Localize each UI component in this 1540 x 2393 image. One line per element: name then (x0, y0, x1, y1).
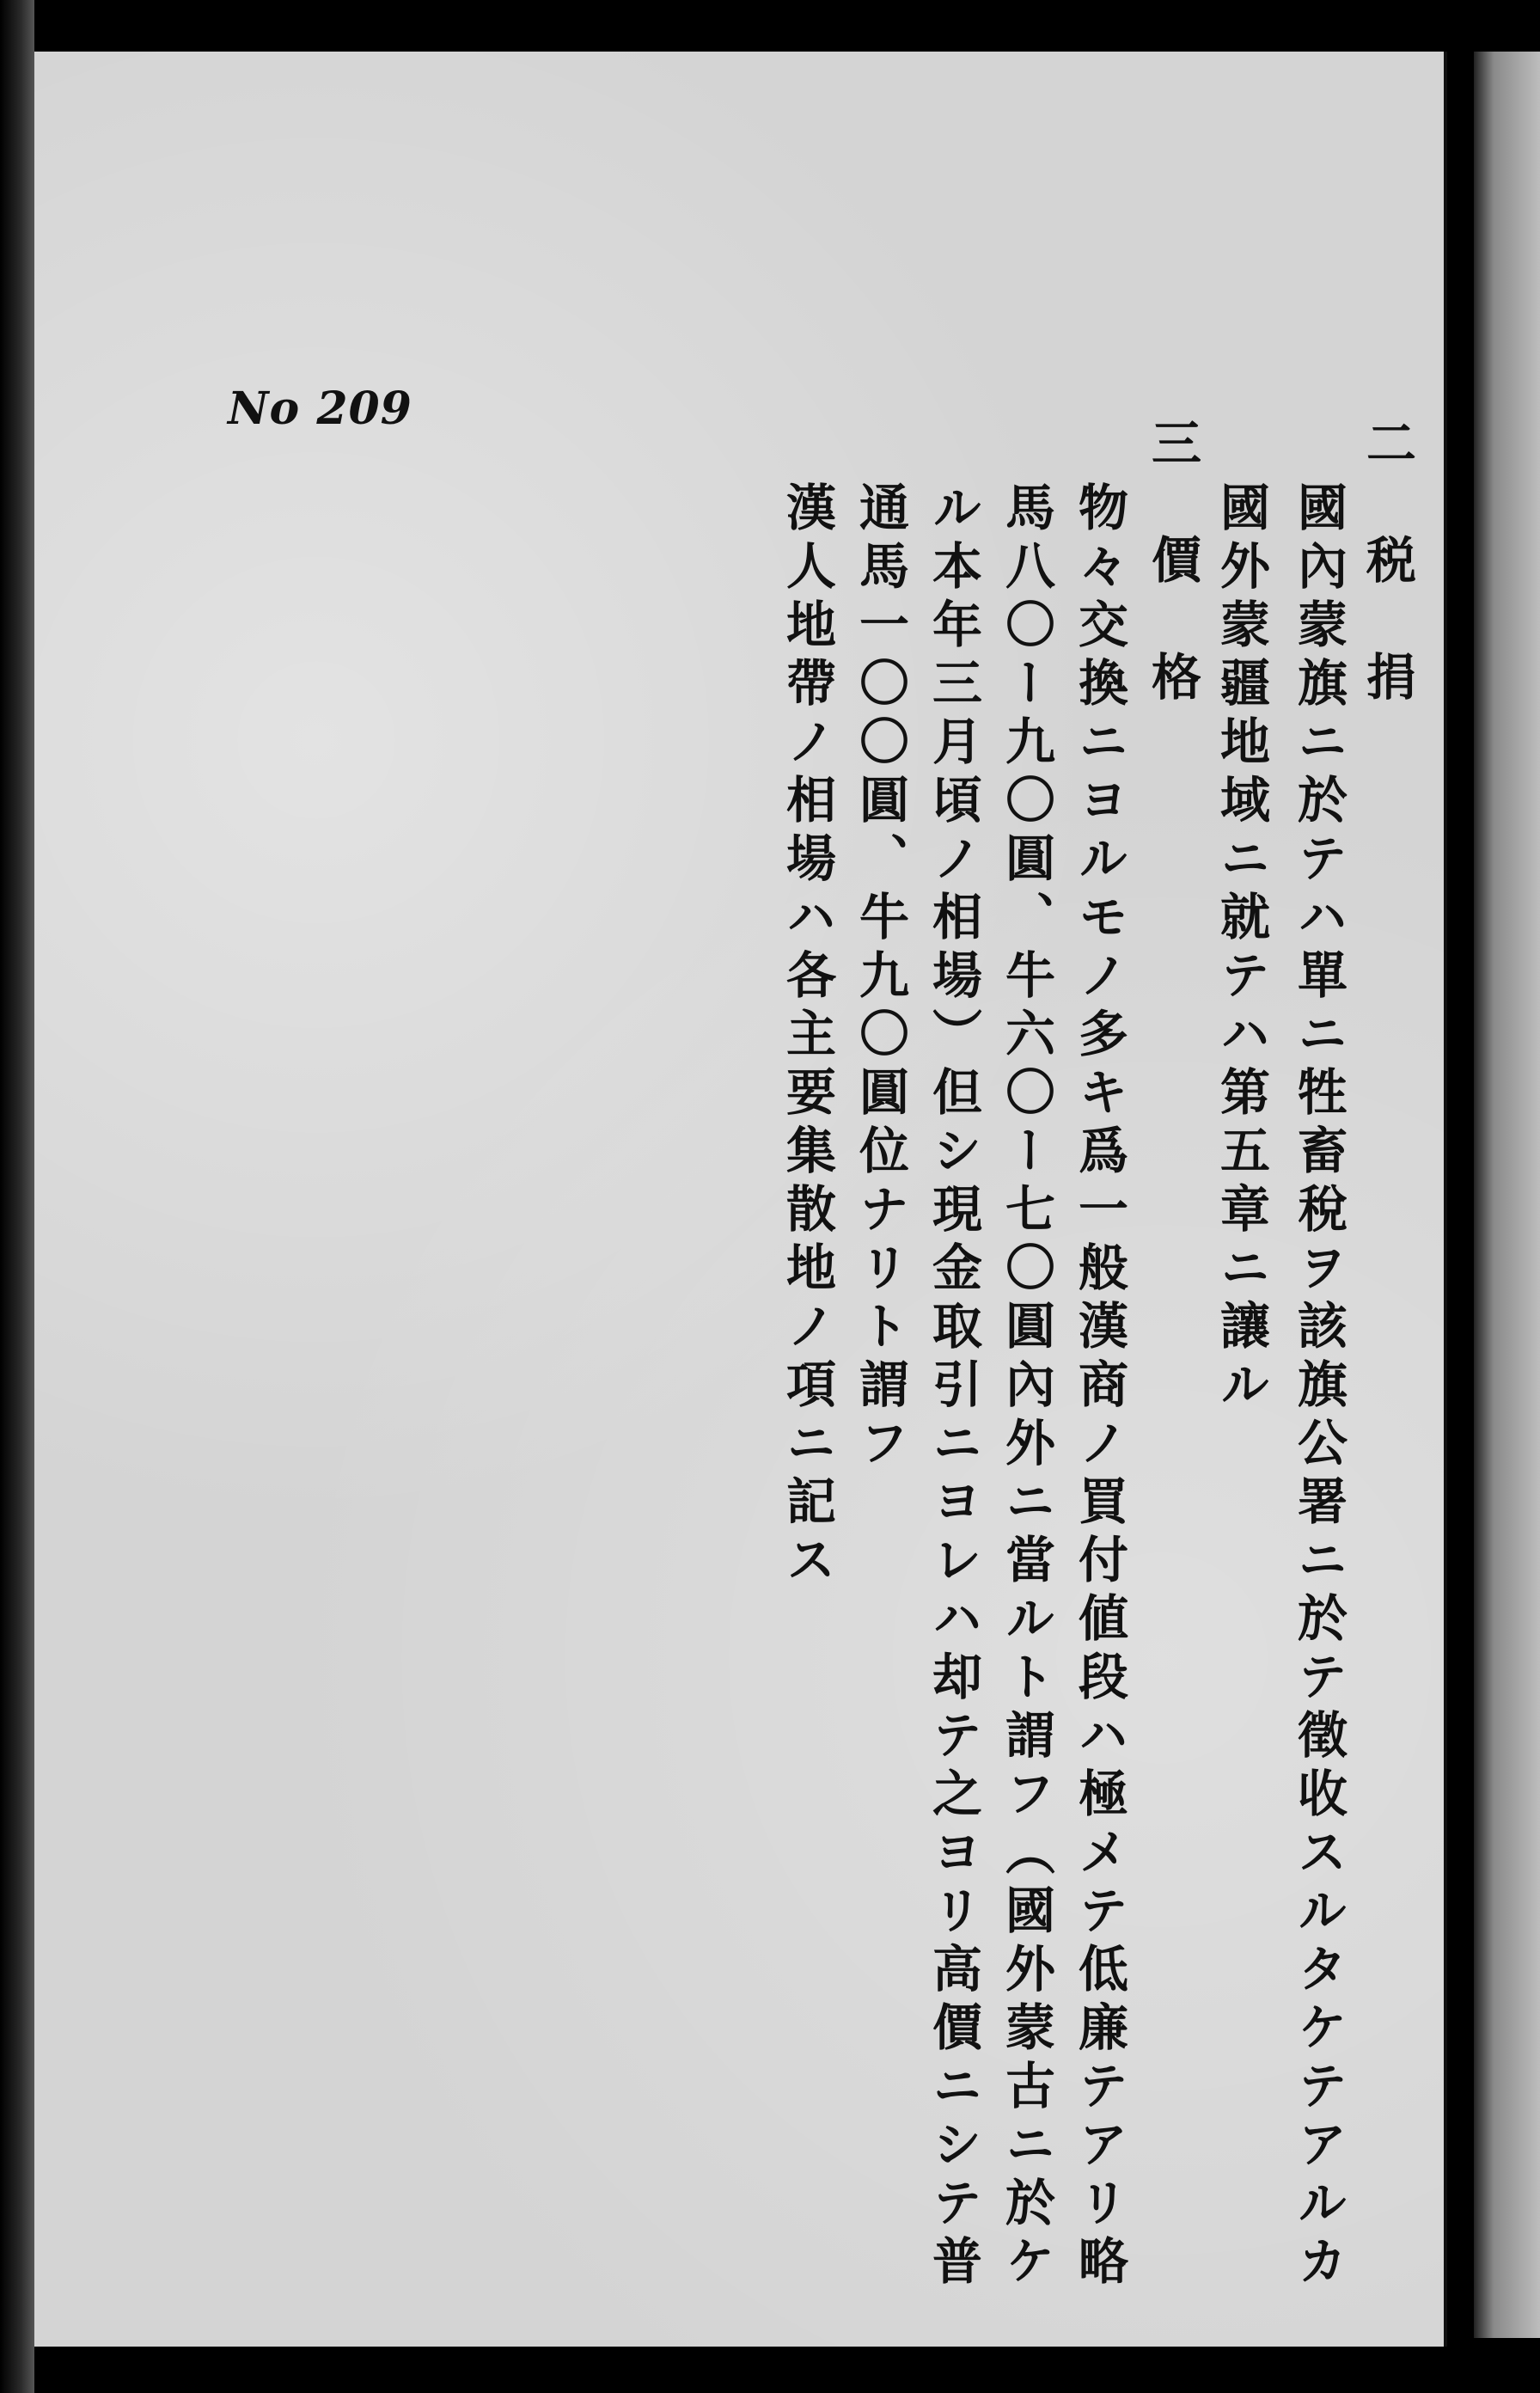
text-column-5: ル本年三月頃ノ相場）但シ現金取引ニヨレハ却テ之ヨリ高價ニシテ普 (924, 481, 982, 2293)
text-column-3: 物々交換ニヨルモノ多キ爲一般漢商ノ買付値段ハ極メテ低廉テアリ略 (1070, 481, 1128, 2293)
text-column-4: 馬八〇ー九〇圓、牛六〇ー七〇圓內外ニ當ルト謂フ（國外蒙古ニ於ケ (997, 481, 1055, 2293)
section-heading-price: 三 價 格 (1143, 417, 1201, 709)
document-page (34, 52, 1447, 2347)
text-column-7: 漢人地帶ノ相場ハ各主要集散地ノ項ニ記ス (778, 481, 836, 1592)
text-column-1: 國內蒙旗ニ於テハ單ニ牲畜稅ヲ該旗公署ニ於テ徵收スルタケテアルカ (1289, 481, 1348, 2293)
next-page-edge (1474, 52, 1540, 2338)
text-column-6: 通馬一〇〇圓、牛九〇圓位ナリト謂フ (851, 481, 909, 1475)
section-heading-tax: 二 税 捐 (1358, 417, 1416, 709)
book-binding (0, 0, 34, 2393)
text-column-2: 國外蒙疆地域ニ就テハ第五章ニ讓ル (1212, 481, 1270, 1417)
page-number: No 209 (228, 383, 412, 435)
